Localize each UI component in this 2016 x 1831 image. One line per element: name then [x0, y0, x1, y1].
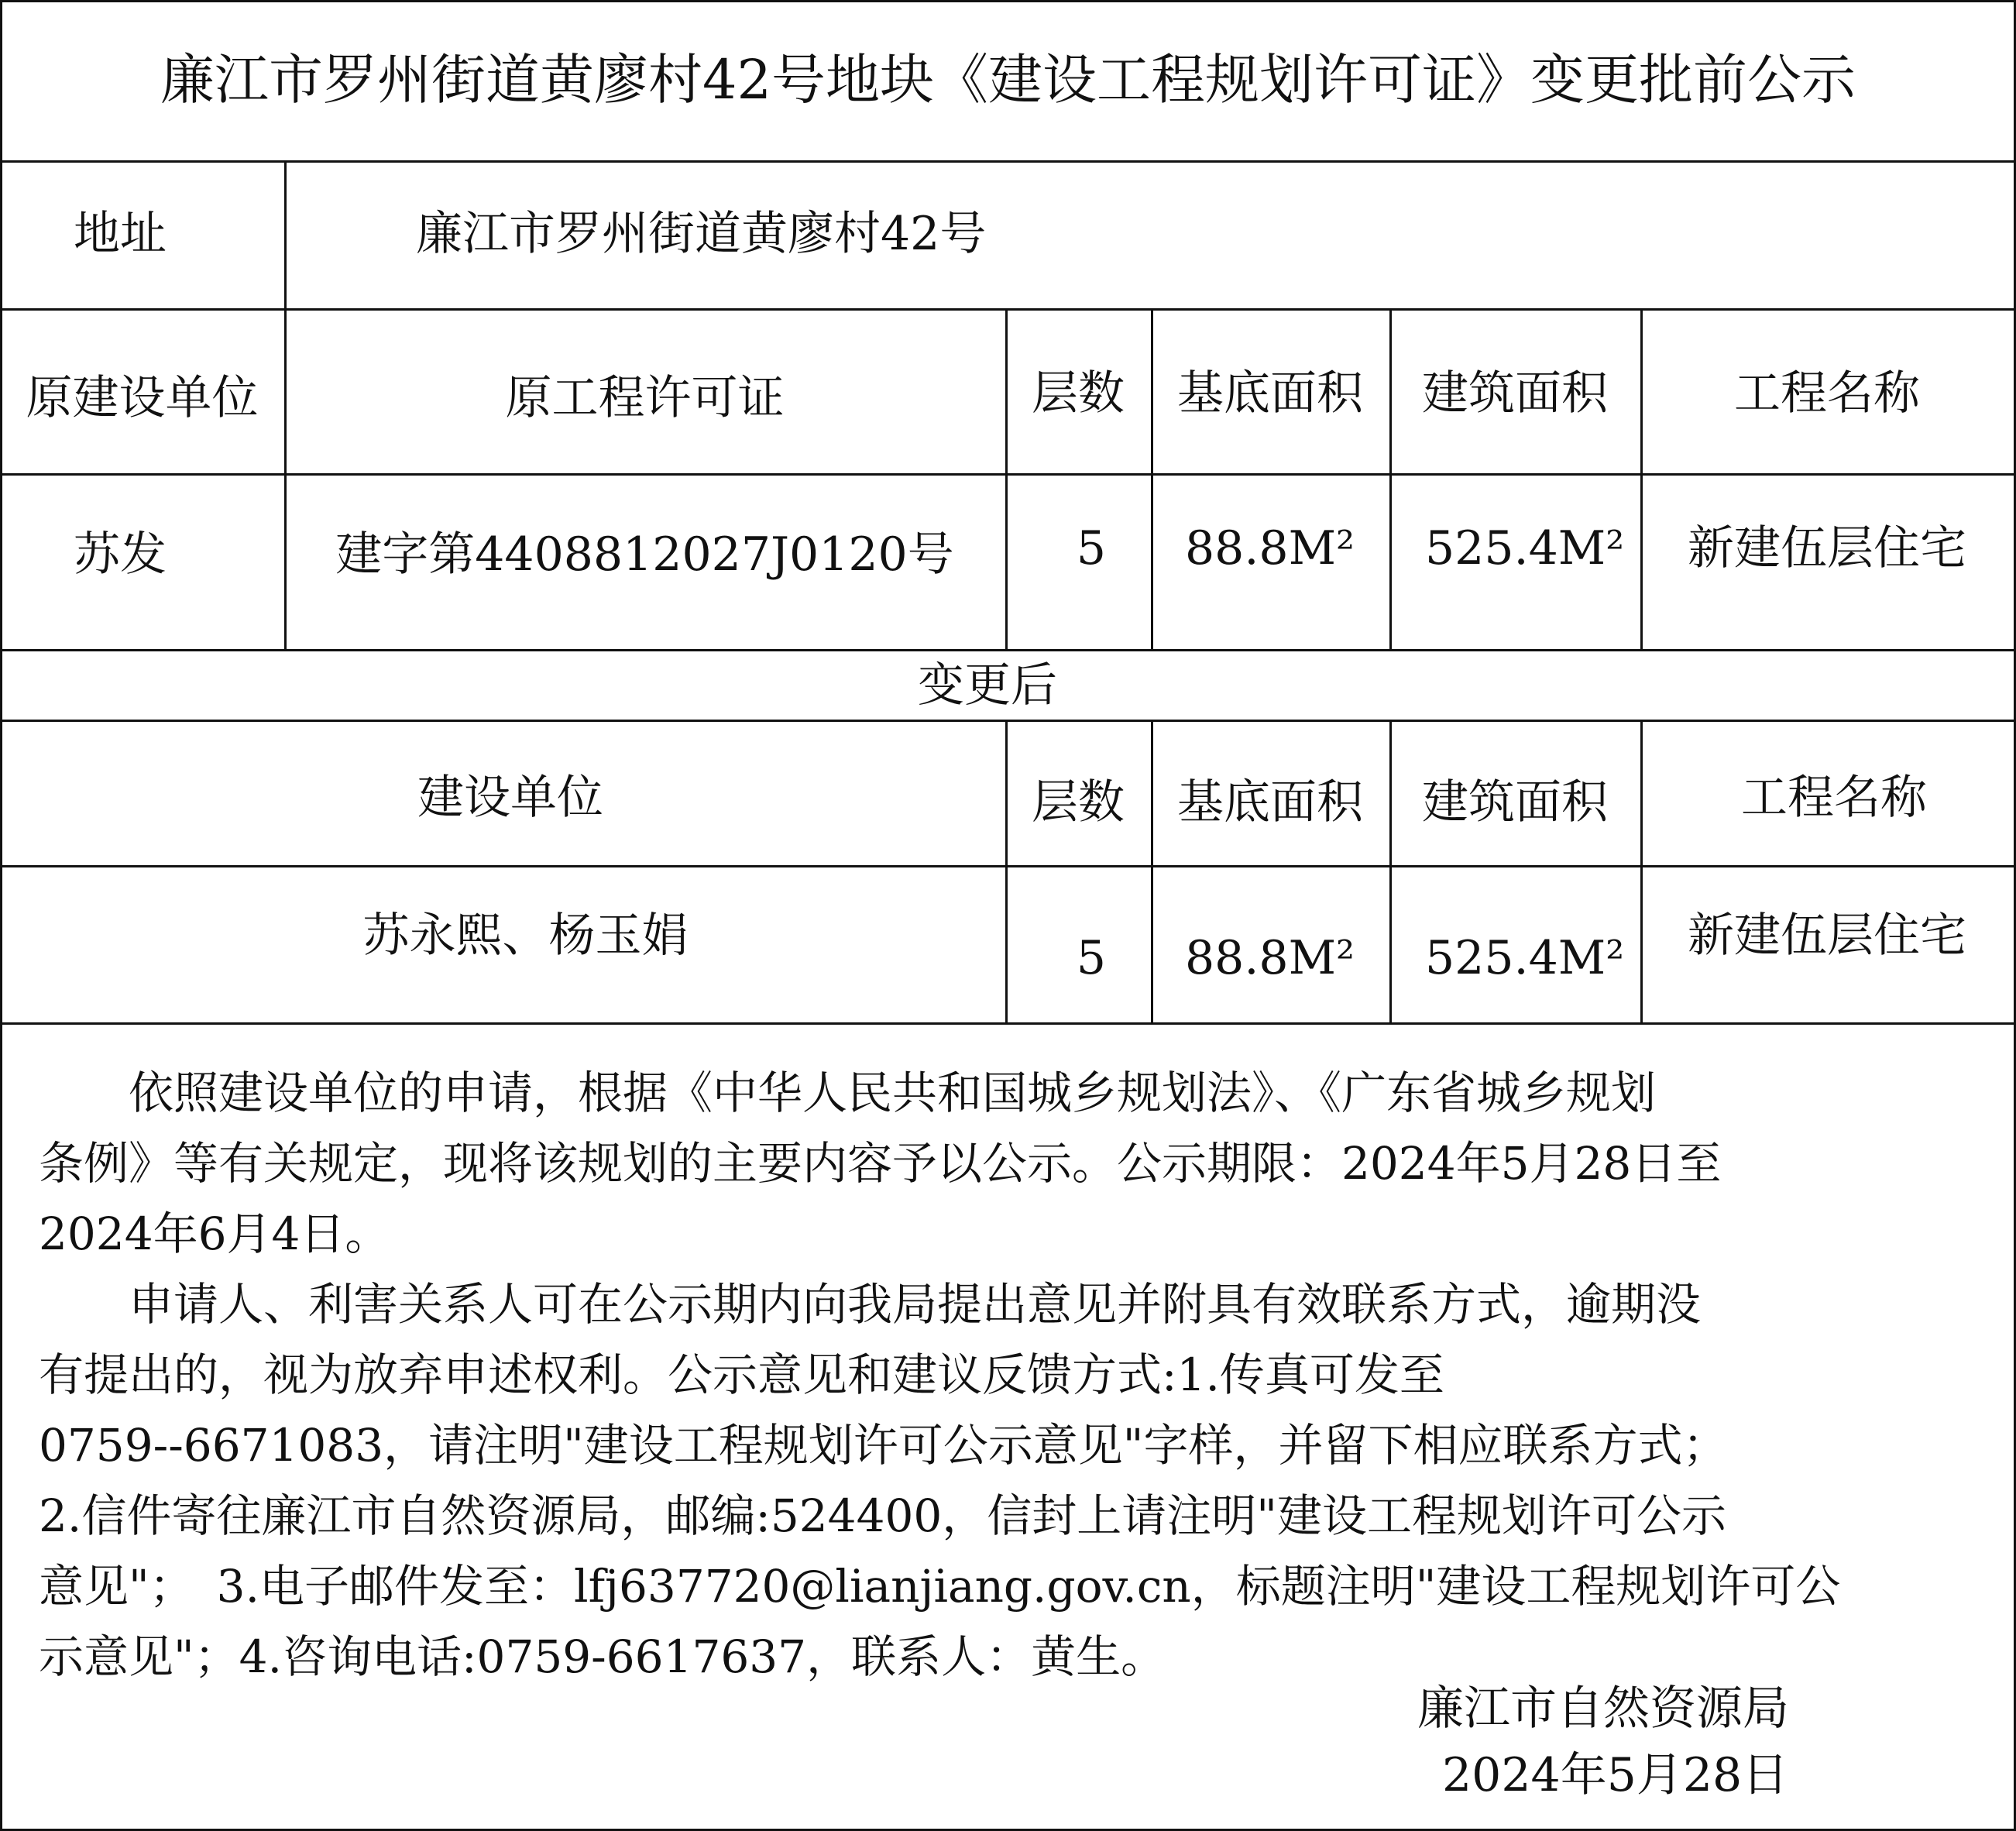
header-changed-unit: 建设单位 [417, 771, 603, 825]
original-unit: 苏发 [74, 527, 167, 582]
body-line: 0759--6671083，请注明"建设工程规划许可公示意见"字样，并留下相应联系方式； [39, 1419, 1728, 1472]
row-divider [0, 649, 2016, 651]
body-line: 意见"； 3.电子邮件发至：lfj637720@lianjiang.gov.cn，标题注明"建设工程规划许可公 [39, 1560, 1841, 1613]
row-divider [0, 865, 2016, 867]
border-top [0, 0, 2016, 2]
body-line: 2.信件寄往廉江市自然资源局，邮编:524400，信封上请注明"建设工程规划许可公示 [39, 1489, 1726, 1542]
col-divider [1640, 720, 1643, 1022]
header-floors: 层数 [1032, 775, 1125, 830]
original-floors: 5 [1076, 521, 1107, 575]
col-divider [1389, 308, 1392, 649]
changed-base-area: 88.8M² [1185, 931, 1355, 985]
body-line: 条例》等有关规定，现将该规划的主要内容予以公示。公示期限：2024年5月28日至 [39, 1137, 1722, 1190]
original-project-name: 新建伍层住宅 [1688, 521, 1966, 575]
page-title: 廉江市罗州街道黄廖村42号地块《建设工程规划许可证》变更批前公示 [160, 48, 1856, 112]
row-divider [0, 1022, 2016, 1025]
signature-date: 2024年5月28日 [1442, 1748, 1789, 1802]
header-building-area: 建筑面积 [1422, 366, 1608, 421]
change-label: 变更后 [918, 658, 1057, 713]
changed-project-name: 新建伍层住宅 [1688, 909, 1966, 963]
signature-org: 廉江市自然资源局 [1417, 1682, 1789, 1736]
header-original-unit: 原建设单位 [26, 371, 259, 425]
address-value: 廉江市罗州街道黄廖村42号 [416, 207, 987, 261]
notice-body [39, 1058, 1998, 1692]
header-floors: 层数 [1032, 366, 1125, 421]
header-base-area: 基底面积 [1177, 775, 1363, 830]
body-line: 有提出的，视为放弃申述权利。公示意见和建议反馈方式:1.传真可发至 [39, 1348, 1444, 1401]
original-base-area: 88.8M² [1185, 521, 1355, 575]
col-divider [1005, 308, 1008, 649]
original-building-area: 525.4M² [1425, 521, 1625, 575]
changed-unit: 苏永熙、杨玉娟 [362, 909, 689, 963]
col-divider [1640, 308, 1643, 649]
changed-building-area: 525.4M² [1425, 931, 1625, 985]
body-line: 2024年6月4日。 [39, 1207, 390, 1260]
row-divider [0, 473, 2016, 476]
header-project-name: 工程名称 [1741, 771, 1927, 825]
col-divider [1389, 720, 1392, 1022]
body-line: 申请人、利害关系人可在公示期内向我局提出意见并附具有效联系方式，逾期没 [39, 1278, 1702, 1331]
row-divider [0, 308, 2016, 311]
row-divider [0, 160, 2016, 163]
header-project-name: 工程名称 [1734, 366, 1920, 421]
body-line: 依照建设单位的申请，根据《中华人民共和国城乡规划法》、《广东省城乡规划 [39, 1067, 1657, 1119]
row-divider [0, 720, 2016, 722]
header-building-area: 建筑面积 [1422, 775, 1608, 830]
header-base-area: 基底面积 [1177, 366, 1363, 421]
changed-floors: 5 [1076, 931, 1107, 985]
original-permit: 建字第4408812027J0120号 [335, 527, 954, 582]
header-original-permit: 原工程许可证 [505, 371, 785, 425]
body-line: 示意见"；4.咨询电话:0759-6617637，联系人：黄生。 [39, 1630, 1166, 1683]
address-label: 地址 [74, 207, 167, 261]
col-divider [1151, 308, 1153, 649]
